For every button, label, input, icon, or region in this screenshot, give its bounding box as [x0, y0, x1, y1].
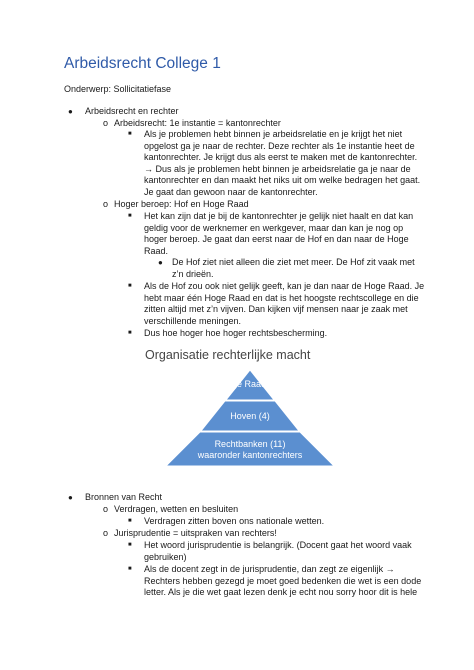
- bullet-square-icon: ■: [128, 283, 132, 289]
- bullet-square-icon: ■: [128, 213, 132, 219]
- bullet-circle-icon: o: [103, 504, 109, 514]
- paragraph-line: geldig voor de werknemer en werkgever, maar dan kan je nog op: [144, 223, 404, 233]
- pyramid-diagram: [160, 368, 340, 468]
- paragraph-line: Rechters hebben gezegd je moet goed bedenken die wet is een dode: [144, 576, 422, 586]
- section-heading-arbeidsrecht: Arbeidsrecht en rechter: [85, 106, 179, 116]
- pyramid-label-bottom-sub: waaronder kantonrechters: [197, 450, 303, 460]
- pyramid-tier-bottom: [166, 432, 334, 466]
- subsection-verdragen: Verdragen, wetten en besluiten: [114, 504, 239, 514]
- diagram-title: Organisatie rechterlijke macht: [145, 348, 311, 362]
- paragraph-line: → Dus als je problemen hebt binnen je arbeidsrelatie ga je naar de: [144, 164, 411, 174]
- paragraph-line: Als je problemen hebt binnen je arbeidsrelatie en je krijgt het niet: [144, 129, 403, 139]
- bullet-dot-icon: ●: [68, 493, 73, 502]
- section-heading-bronnen: Bronnen van Recht: [85, 492, 163, 502]
- paragraph-line: Raad.: [144, 246, 169, 256]
- bullet-square-icon: ■: [128, 518, 132, 524]
- bullet-square-icon: ■: [128, 566, 132, 572]
- paragraph-line: Het woord jurisprudentie is belangrijk. (Docent gaat het woord vaak: [144, 540, 412, 550]
- bullet-dot-icon: ●: [68, 107, 73, 116]
- bullet-square-icon: ■: [128, 131, 132, 137]
- bullet-square-icon: ■: [128, 542, 132, 548]
- paragraph-line: De Hof ziet niet alleen die ziet met meer. De Hof zit vaak met: [172, 257, 415, 267]
- bullet-square-icon: ■: [128, 330, 132, 336]
- bullet-circle-icon: o: [103, 528, 109, 538]
- pyramid-label-bottom: Rechtbanken (11): [214, 439, 286, 449]
- subsection-arbeidsrecht-instantie: Arbeidsrecht: 1e instantie = kantonrechter: [114, 118, 281, 128]
- paragraph-line: kantonrechter. Je krijgt dus als eerst te maken met de kantonrechter.: [144, 152, 418, 162]
- document-title: Arbeidsrecht College 1: [64, 55, 221, 72]
- paragraph-line: Dus hoe hoger hoe hoger rechtsbescherming.: [144, 328, 328, 338]
- document-subject: Onderwerp: Sollicitatiefase: [64, 84, 172, 94]
- paragraph-line: Je gaat dan gewoon naar de kantonrechter.: [144, 187, 318, 197]
- subsection-jurisprudentie: Jurisprudentie = uitspraken van rechters!: [114, 528, 277, 538]
- bullet-circle-icon: o: [103, 199, 109, 209]
- paragraph-line: Verdragen zitten boven ons nationale wetten.: [144, 516, 325, 526]
- paragraph-line: gebruiken): [144, 552, 187, 562]
- paragraph-line: Als de Hof zou ook niet gelijk geeft, kan je dan naar de Hoge Raad. Je: [144, 281, 425, 291]
- paragraph-line: Als de docent zegt in de jurisprudentie, dan zegt ze eigenlijk →: [144, 564, 395, 574]
- paragraph-line: hoger beroep. Je gaat dan eerst naar de Hof en dan naar de Hoge: [144, 234, 409, 244]
- paragraph-line: opgelost ga je naar de rechter. Deze rechter als 1e instantie heet de: [144, 141, 415, 151]
- paragraph-line: letter. Als je die wet gaat lezen denk je echt nou sorry hoor dit is hele: [144, 587, 418, 597]
- bullet-dot-icon: ●: [158, 258, 163, 267]
- subsection-hoger-beroep: Hoger beroep: Hof en Hoge Raad: [114, 199, 249, 209]
- paragraph-line: kantonrechter en dan maakt het niks uit om welke bedragen het gaat.: [144, 175, 421, 185]
- bullet-circle-icon: o: [103, 118, 109, 128]
- pyramid-label-top: Hoge Raad (1): [220, 379, 280, 389]
- paragraph-line: verschillende meningen.: [144, 316, 242, 326]
- paragraph-line: zitten altijd met z’n vijven. Dan kijken vijf mensen naar je zaak met: [144, 304, 408, 314]
- paragraph-line: z’n drieën.: [172, 269, 214, 279]
- paragraph-line: hebt maar één Hoge Raad en dat is het hoogste rechtscollege en die: [144, 293, 419, 303]
- pyramid-label-middle: Hoven (4): [230, 411, 270, 421]
- paragraph-line: Het kan zijn dat je bij de kantonrechter je gelijk niet haalt en dat kan: [144, 211, 414, 221]
